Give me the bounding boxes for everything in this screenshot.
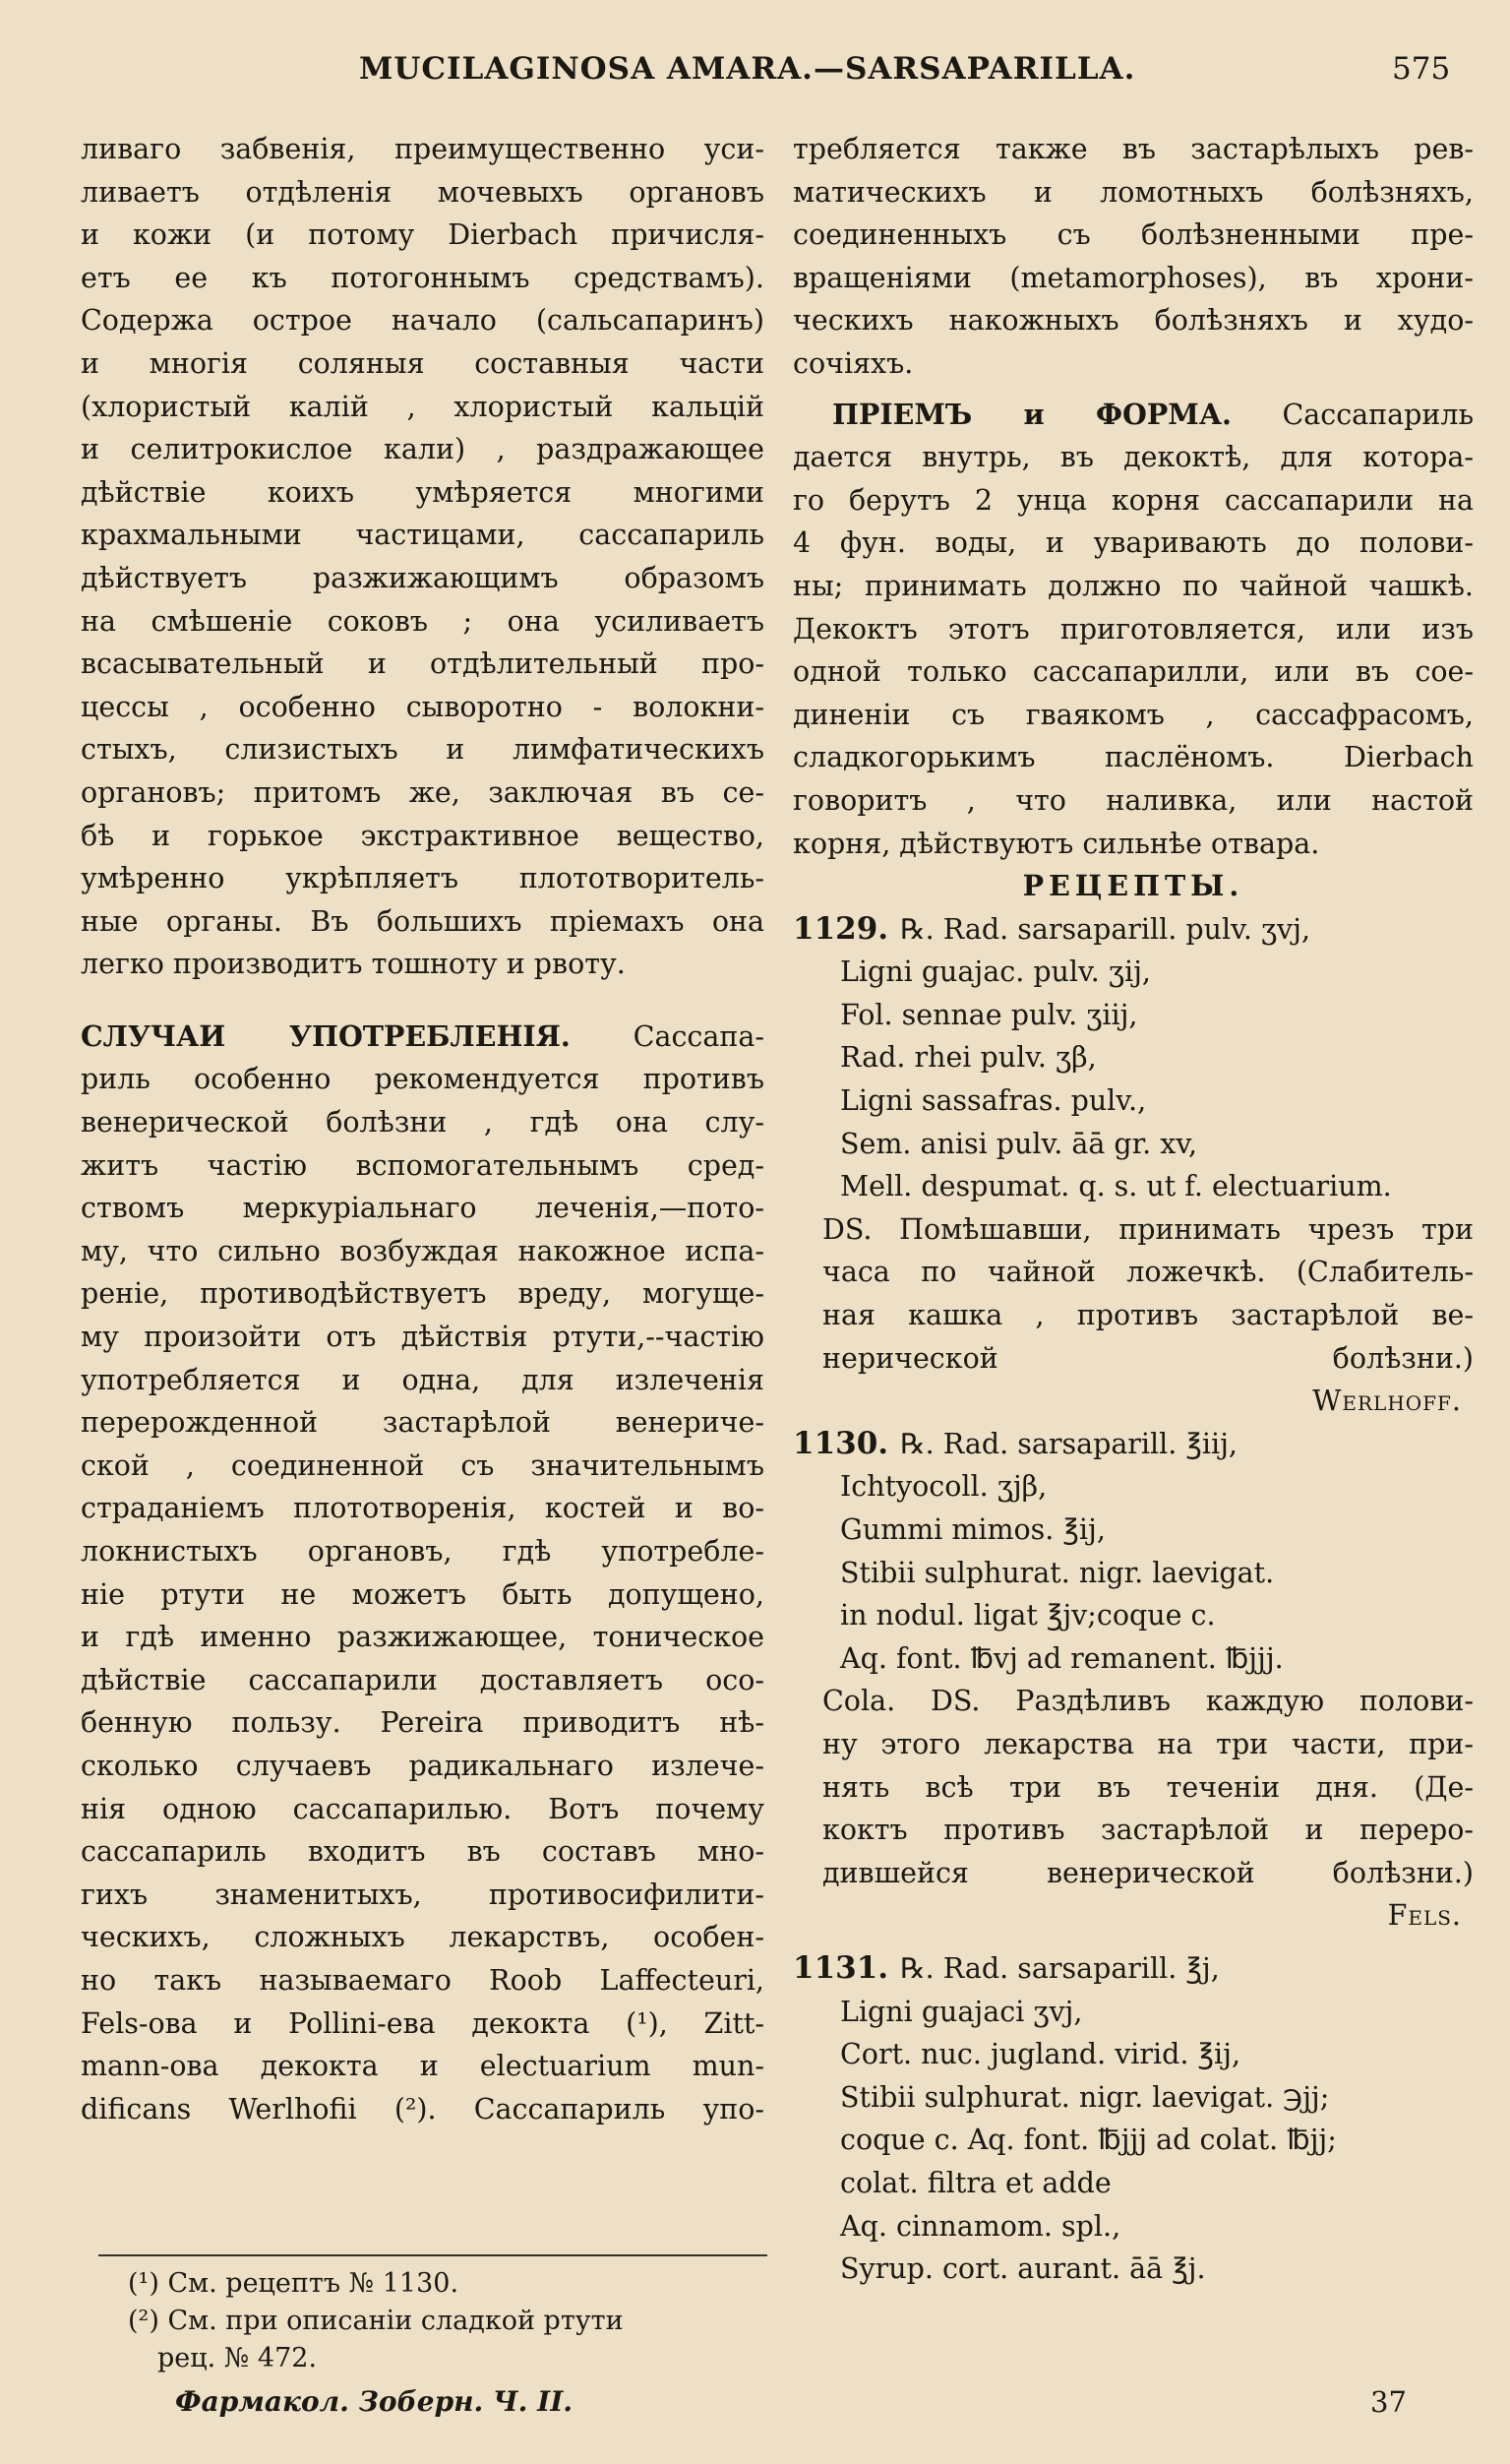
- recipe-line: Fol. sennae pulv. ʒiij,: [840, 998, 1138, 1031]
- dose-first-rest: Сассапариль: [1282, 398, 1474, 431]
- recipe-line: Cola. DS. Раздѣливъ каждую полови-: [822, 1685, 1474, 1718]
- recipe-1131: [793, 1947, 1474, 2291]
- recipe-1129: [793, 908, 1474, 1381]
- text-line: вращеніями (metamorphoses), въ хрони-: [793, 261, 1474, 294]
- recipe-text: ℞. Rad. sarsaparill. ℥j,: [900, 1951, 1220, 1985]
- text-line: му произойти отъ дѣйствія ртути,--частію: [81, 1321, 764, 1354]
- recipe-line: Sem. anisi pulv. āā gr. xv,: [840, 1127, 1198, 1160]
- recipe-line: coque c. Aq. font. ℔jjj ad colat. ℔jj;: [840, 2124, 1337, 2157]
- text-line: и селитрокислое кали) , раздражающее: [81, 433, 764, 466]
- uses-heading: СЛУЧАИ УПОТРЕБЛЕНІЯ.: [81, 1018, 571, 1053]
- text-line: перерожденной застарѣлой венериче-: [81, 1406, 764, 1440]
- recipe-line: нерической болѣзни.): [822, 1341, 1474, 1375]
- right-paragraph-2: [793, 436, 1474, 865]
- recipe-first-line: [793, 908, 1474, 952]
- recipe-line: Stibii sulphurat. nigr. laevigat.: [840, 1556, 1275, 1589]
- left-paragraph-1: [81, 128, 764, 986]
- text-line: бенную пользу. Pereira приводитъ нѣ-: [81, 1706, 764, 1740]
- text-line: венерической болѣзни , гдѣ она слу-: [81, 1106, 764, 1140]
- uses-first-rest: Сассапа-: [633, 1019, 764, 1053]
- text-line: легко производитъ тошноту и рвоту.: [81, 948, 626, 981]
- recipe-line: Mell. despumat. q. s. ut f. electuarium.: [840, 1170, 1392, 1203]
- dose-heading: ПРІЕМЪ и ФОРМА.: [832, 397, 1232, 431]
- text-line: ные органы. Въ большихъ пріемахъ она: [81, 904, 764, 938]
- text-line: умѣренно укрѣпляетъ плототворитель-: [81, 862, 764, 895]
- signature-sheet-number: 37: [1370, 2385, 1407, 2419]
- text-line: локнистыхъ органовъ, гдѣ употребле-: [81, 1535, 764, 1568]
- text-line: (хлористый калій , хлористый кальцій: [81, 390, 764, 423]
- recipe-1130: [793, 1423, 1474, 1895]
- recipe-line: дившейся венерической болѣзни.): [822, 1856, 1474, 1889]
- text-line: ствомъ меркуріальнаго леченія,—пото-: [81, 1192, 764, 1225]
- text-line: одной только сассапарилли, или въ сое-: [793, 655, 1474, 689]
- recipe-line: DS. Помѣшавши, принимать чрезъ три: [822, 1212, 1474, 1246]
- text-line: и гдѣ именно разжижающее, тоническое: [81, 1621, 764, 1654]
- recipe-number: 1130.: [793, 1425, 889, 1461]
- text-line: соединенныхъ съ болѣзненными пре-: [793, 218, 1474, 252]
- recipe-line: ну этого лекарства на три части, при-: [822, 1727, 1474, 1760]
- recipes-heading: РЕЦЕПТЫ.: [1022, 869, 1244, 903]
- text-line: dificans Werlhofii (²). Сассапариль упо-: [81, 2092, 764, 2125]
- text-line: ческихъ накожныхъ болѣзняхъ и худо-: [793, 304, 1474, 338]
- page-number: 575: [1392, 51, 1451, 87]
- text-line: страданіемъ плототворенія, костей и во-: [81, 1492, 764, 1525]
- text-line: и кожи (и потому Dierbach причисля-: [81, 218, 764, 252]
- recipe-line: Ichtyocoll. ʒjβ,: [840, 1470, 1048, 1504]
- text-line: Декоктъ этотъ приготовляется, или изъ: [793, 612, 1474, 646]
- recipe-text: ℞. Rad. sarsaparill. ℥iij,: [900, 1427, 1238, 1460]
- text-line: требляется также въ застарѣлыхъ рев-: [793, 133, 1474, 165]
- text-line: на смѣшеніе соковъ ; она усиливаетъ: [81, 604, 764, 638]
- running-header: [0, 51, 1510, 100]
- recipe-line: Ligni guajac. pulv. ʒij,: [840, 955, 1151, 989]
- text-line: гихъ знаменитыхъ, противосифилити-: [81, 1878, 764, 1911]
- text-line: дѣйствіе сассапарили доставляетъ осо-: [81, 1663, 764, 1696]
- text-line: матическихъ и ломотныхъ болѣзняхъ,: [793, 175, 1474, 209]
- text-line: риль особенно рекомендуется противъ: [81, 1063, 764, 1096]
- recipe-line: ная кашка , противъ застарѣлой ве-: [822, 1299, 1474, 1332]
- text-line: ской , соединенной съ значительнымъ: [81, 1448, 764, 1482]
- recipe-line: Stibii sulphurat. nigr. laevigat. ℈jj;: [840, 2080, 1330, 2114]
- text-line: дѣйствуетъ разжижающимъ образомъ: [81, 561, 764, 594]
- recipe-line: часа по чайной ложечкѣ. (Слабитель-: [822, 1256, 1474, 1289]
- footnote-2: (²) См. при описаніи сладкой ртути: [128, 2306, 624, 2336]
- text-line: Fels-ова и Pollini-ева декокта (¹), Zitt-: [81, 2006, 764, 2040]
- text-line: етъ ее къ потогоннымъ средствамъ).: [81, 261, 764, 294]
- right-paragraph-1: [793, 128, 1474, 386]
- text-line: mann-ова декокта и electuarium mun-: [81, 2050, 764, 2083]
- footnote-2-cont: рец. № 472.: [157, 2343, 318, 2373]
- recipe-line: Cort. nuc. jugland. virid. ℥ij,: [840, 2038, 1241, 2071]
- text-line: бѣ и горькое экстрактивное вещество,: [81, 819, 764, 852]
- recipe-number: 1131.: [793, 1949, 889, 1986]
- text-line: употребляется и одна, для излеченія: [81, 1363, 764, 1396]
- recipe-line: Rad. rhei pulv. ʒβ,: [840, 1041, 1097, 1075]
- text-line: 4 фун. воды, и уваривають до полови-: [793, 526, 1474, 560]
- text-line: диненіи съ гваякомъ , сассафрасомъ,: [793, 698, 1474, 731]
- text-line: ливаетъ отдѣленія мочевыхъ органовъ: [81, 175, 764, 209]
- text-line: сколько случаевъ радикальнаго излече-: [81, 1749, 764, 1782]
- text-line: житъ частію вспомогательнымъ сред-: [81, 1148, 764, 1182]
- recipe-line: in nodul. ligat ℥jv;coque c.: [840, 1599, 1216, 1632]
- uses-heading-line: [81, 1016, 764, 1059]
- recipe-line: Ligni sassafras. pulv.,: [840, 1084, 1147, 1118]
- recipe-line: Ligni guajaci ʒvj,: [840, 1995, 1083, 2028]
- text-line: дается внутрь, въ декоктѣ, для котора-: [793, 441, 1474, 474]
- text-line: дѣйствіе коихъ умѣряется многими: [81, 475, 764, 509]
- text-line: стыхъ, слизистыхъ и лимфатическихъ: [81, 733, 764, 767]
- text-line: и многія соляныя составныя части: [81, 346, 764, 380]
- text-line: ческихъ, сложныхъ лекарствъ, особен-: [81, 1921, 764, 1954]
- text-line: корня, дѣйствуютъ сильнѣе отвара.: [793, 827, 1320, 860]
- recipe-line: Aq. font. ℔vj ad remanent. ℔jjj.: [840, 1641, 1284, 1675]
- recipe-line: Syrup. cort. aurant. āā ℥j.: [840, 2252, 1206, 2286]
- recipe-line: коктъ противъ застарѣлой и перерo-: [822, 1814, 1474, 1847]
- text-line: Содержа острое начало (сальсапаринъ): [81, 304, 764, 338]
- recipe-line: colat. filtra et adde: [840, 2166, 1112, 2199]
- text-line: му, что сильно возбуждая накожное испа-: [81, 1234, 764, 1267]
- footnote-1: (¹) См. рецептъ № 1130.: [128, 2268, 459, 2299]
- right-column: [793, 128, 1474, 2291]
- recipe-line: нять всѣ три въ теченіи дня. (Де-: [822, 1770, 1474, 1804]
- recipe-number: 1129.: [793, 910, 889, 947]
- text-line: сочіяхъ.: [793, 346, 914, 380]
- text-line: органовъ; притомъ же, заключая въ се-: [81, 775, 764, 809]
- text-line: реніе, противодѣйствуетъ вреду, могуще-: [81, 1277, 764, 1311]
- recipe-line: Aq. cinnamom. spl.,: [840, 2209, 1121, 2243]
- recipe-text: ℞. Rad. sarsaparill. pulv. ʒvj,: [900, 912, 1311, 946]
- recipe-line: Gummi mimos. ℥ij,: [840, 1513, 1106, 1546]
- text-line: всасывательный и отдѣлительный про-: [81, 647, 764, 681]
- text-line: ніе ртути не можетъ быть допущено,: [81, 1577, 764, 1611]
- text-line: ны; принимать должно по чайной чашкѣ.: [793, 569, 1474, 602]
- text-line: крахмальными частицами, сассапариль: [81, 519, 764, 552]
- text-line: ливаго забвенія, преимущественно уси-: [81, 133, 764, 165]
- dose-heading-line: [793, 394, 1474, 437]
- footnote-divider: [98, 2254, 767, 2256]
- signature-mark: Фармакол. Зоберн. Ч. II.: [175, 2385, 574, 2418]
- text-line: го берутъ 2 унца корня сассапарили на: [793, 483, 1474, 517]
- text-line: сассапариль входитъ въ составъ мно-: [81, 1835, 764, 1869]
- recipe-first-line: [793, 1423, 1474, 1466]
- recipe-first-line: [793, 1947, 1474, 1991]
- text-line: цессы , особенно сывоpотно - волокни-: [81, 690, 764, 723]
- text-line: нія одною сассапарилью. Вотъ почему: [81, 1792, 764, 1825]
- left-column: [81, 128, 764, 2130]
- text-line: говоритъ , что наливка, или настой: [793, 783, 1474, 817]
- left-paragraph-2: [81, 1058, 764, 2130]
- recipe-1129-author: Werlhoff.: [1312, 1385, 1462, 1418]
- footnotes: [128, 2265, 767, 2377]
- text-line: но такъ называемаго Roob Laffecteuri,: [81, 1963, 764, 1997]
- recipe-1130-author: Fels.: [1387, 1899, 1462, 1933]
- text-line: сладкогорькимъ паслёномъ. Dierbach: [793, 741, 1474, 774]
- running-title: MUCILAGINOSA AMARA.—SARSAPARILLA.: [359, 51, 1136, 87]
